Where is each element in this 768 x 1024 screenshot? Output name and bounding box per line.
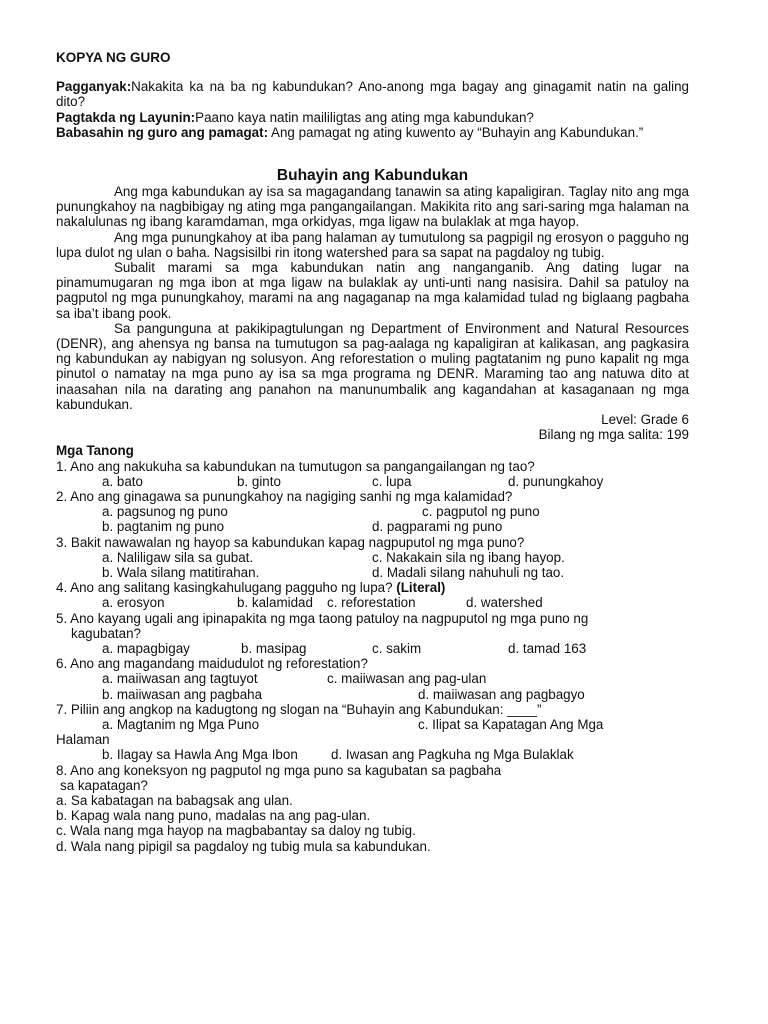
objective-text: Paano kaya natin maililigtas ang ating mga kabundukan? — [195, 109, 534, 125]
question-4-choices — [56, 595, 689, 610]
choice-c: c. lupa — [372, 473, 412, 489]
questions-heading: Mga Tanong — [56, 443, 134, 459]
choice-a: a. erosyon — [102, 595, 165, 611]
choice-c: c. Nakakain sila ng ibang hayop. — [372, 549, 565, 565]
question-8-continuation: sa kapatagan? — [60, 777, 148, 793]
choice-d: d. pagparami ng puno — [372, 519, 503, 535]
lesson-intro — [56, 79, 689, 140]
choice-a: a. Magtanim ng Mga Puno — [102, 716, 260, 732]
question-4: 4. Ano ang salitang kasingkahulugang pagguho ng lupa? — [56, 580, 393, 596]
motivation-text: Nakakita ka na ba ng kabundukan? Ano-anong mga bagay ang ginagamit natin na galing dito? — [56, 79, 689, 110]
title-reading-line — [56, 125, 689, 140]
question-1: 1. Ano ang nakukuha sa kabundukan na tumutugon sa pangangailangan ng tao? — [56, 458, 535, 474]
choice-c-continuation: Halaman — [56, 732, 110, 748]
story-title: Buhayin ang Kabundukan — [276, 167, 469, 185]
question-7-choices-row1 — [56, 717, 689, 732]
choice-d: d. Madali silang nahuhuli ng tao. — [372, 565, 565, 581]
choice-c: c. sakim — [372, 641, 422, 657]
question-2-choices-row2 — [56, 519, 689, 534]
word-count: Bilang ng mga salita: 199 — [538, 427, 689, 443]
motivation-label: Pagganyak: — [56, 79, 132, 95]
reading-level: Level: Grade 6 — [601, 412, 689, 428]
choice-d: d. tamad 163 — [508, 641, 587, 657]
choice-a: a. pagsunog ng puno — [102, 504, 228, 520]
choice-c: c. Ilipat sa Kapatagan Ang Mga — [418, 716, 604, 732]
choice-c: c. Wala nang mga hayop na magbabantay sa daloy ng tubig. — [56, 823, 416, 839]
question-2: 2. Ano ang ginagawa sa punungkahoy na nagiging sanhi ng mga kalamidad? — [56, 489, 513, 505]
objective-line — [56, 110, 689, 125]
story-paragraph: Ang mga kabundukan ay isa sa magagandang tanawin sa ating kapaligiran. Taglay nito ang mga punungkahoy na nagbibigay ng ating mga pangangailangan. Makikita rito ang sari-saring mga halaman na nakalulunas ng ibang karamdaman, mga orkidyas, mga ligaw na bulaklak at mga hayop. — [56, 184, 689, 230]
choice-d: d. watershed — [466, 595, 543, 611]
story-paragraph: Sa pangunguna at pakikipagtulungan ng Department of Environment and Natural Resources (DENR), ang ahensya ng bansa na tumutugon sa pag-aalaga ng kapaligiran at kalikasan, ang pagkasira ng kabundukan ay nabigyan ng solusyon. Ang reforestation o muling pagtatanim ng puno kapalit ng mga pinutol o namatay na mga puno ay isa sa mga programa ng DENR. Maraming tao ang natuwa dito at inaasahan nila na darating ang panahon na manunumbalik ang kagandahan at kasaganaan ng mga kabundukan. — [56, 320, 689, 412]
motivation-line — [56, 79, 689, 109]
choice-d: d. Iwasan ang Pagkuha ng Mga Bulaklak — [331, 747, 574, 763]
choice-d: d. maiiwasan ang pagbagyo — [418, 686, 585, 702]
choice-b: b. ginto — [237, 473, 281, 489]
choice-b: b. Wala silang matitirahan. — [102, 565, 260, 581]
choice-d: d. punungkahoy — [508, 473, 604, 489]
choice-a: a. Naliligaw sila sa gubat. — [102, 549, 254, 565]
choice-c: c. pagputol ng puno — [422, 504, 540, 520]
choice-d: d. Wala nang pipigil sa pagdaloy ng tubig mula sa kabundukan. — [56, 838, 431, 854]
question-6-choices-row1 — [56, 671, 689, 686]
question-7: 7. Piliin ang angkop na kadugtong ng slogan na “Buhayin ang Kabundukan: ____” — [56, 701, 542, 717]
question-3-choices-row1 — [56, 550, 689, 565]
choice-c: c. reforestation — [327, 595, 416, 611]
story-paragraph: Ang mga punungkahoy at iba pang halaman ay tumutulong sa pagpigil ng erosyon o pagguho ng lupa dulot ng ulan o baha. Nagsisilbi rin itong watershed para sa sapat na pagdaloy ng tubig. — [56, 229, 689, 260]
question-1-choices — [56, 474, 689, 489]
choice-b: b. Kapag wala nang puno, madalas na ang pag-ulan. — [56, 808, 371, 824]
question-3-choices-row2 — [56, 565, 689, 580]
question-7-choices-row2 — [56, 747, 689, 762]
choice-b: b. masipag — [241, 641, 307, 657]
document-page — [56, 50, 689, 854]
question-6: 6. Ano ang magandang maidudulot ng reforestation? — [56, 656, 368, 672]
choice-c: c. maiiwasan ang pag-ulan — [327, 671, 487, 687]
title-reading-text: Ang pamagat ng ating kuwento ay “Buhayin ang Kabundukan.” — [268, 124, 644, 140]
title-reading-label: Babasahin ng guro ang pamagat: — [56, 124, 269, 140]
choice-a: a. bato — [102, 473, 143, 489]
choice-b: b. Ilagay sa Hawla Ang Mga Ibon — [102, 747, 298, 763]
choice-a: a. maiiwasan ang tagtuyot — [102, 671, 258, 687]
choice-b: b. kalamidad — [237, 595, 313, 611]
question-2-choices-row1 — [56, 504, 689, 519]
question-5-choices — [56, 641, 689, 656]
question-6-choices-row2 — [56, 687, 689, 702]
question-4-tag: (Literal) — [396, 580, 446, 596]
document-header: KOPYA NG GURO — [56, 50, 171, 65]
question-8: 8. Ano ang koneksyon ng pagputol ng mga puno sa kagubatan sa pagbaha — [56, 762, 502, 778]
story-body — [56, 184, 689, 412]
story-paragraph: Subalit marami sa mga kabundukan natin ang nanganganib. Ang dating lugar na pinamumugaran ng mga ibon at mga ligaw na bulaklak ay unti-unti nang nasisira. Dahil sa patuloy na pagputol ng mga punungkahoy, marami na ang nagaganap na mga kalamidad tulad ng biglaang pagbaha sa iba’t ibang pook. — [56, 260, 689, 321]
question-5: 5. Ano kayang ugali ang ipinapakita ng mga taong patuloy na nagpuputol ng mga puno ng kagubatan? — [56, 610, 589, 641]
question-3: 3. Bakit nawawalan ng hayop sa kabundukan kapag nagpuputol ng mga puno? — [56, 534, 525, 550]
choice-a: a. mapagbigay — [102, 641, 190, 657]
choice-a: a. Sa kabatagan na babagsak ang ulan. — [56, 792, 293, 808]
choice-b: b. pagtanim ng puno — [102, 519, 225, 535]
objective-label: Pagtakda ng Layunin: — [56, 109, 196, 125]
question-4-line — [56, 580, 689, 595]
choice-b: b. maiiwasan ang pagbaha — [102, 686, 263, 702]
